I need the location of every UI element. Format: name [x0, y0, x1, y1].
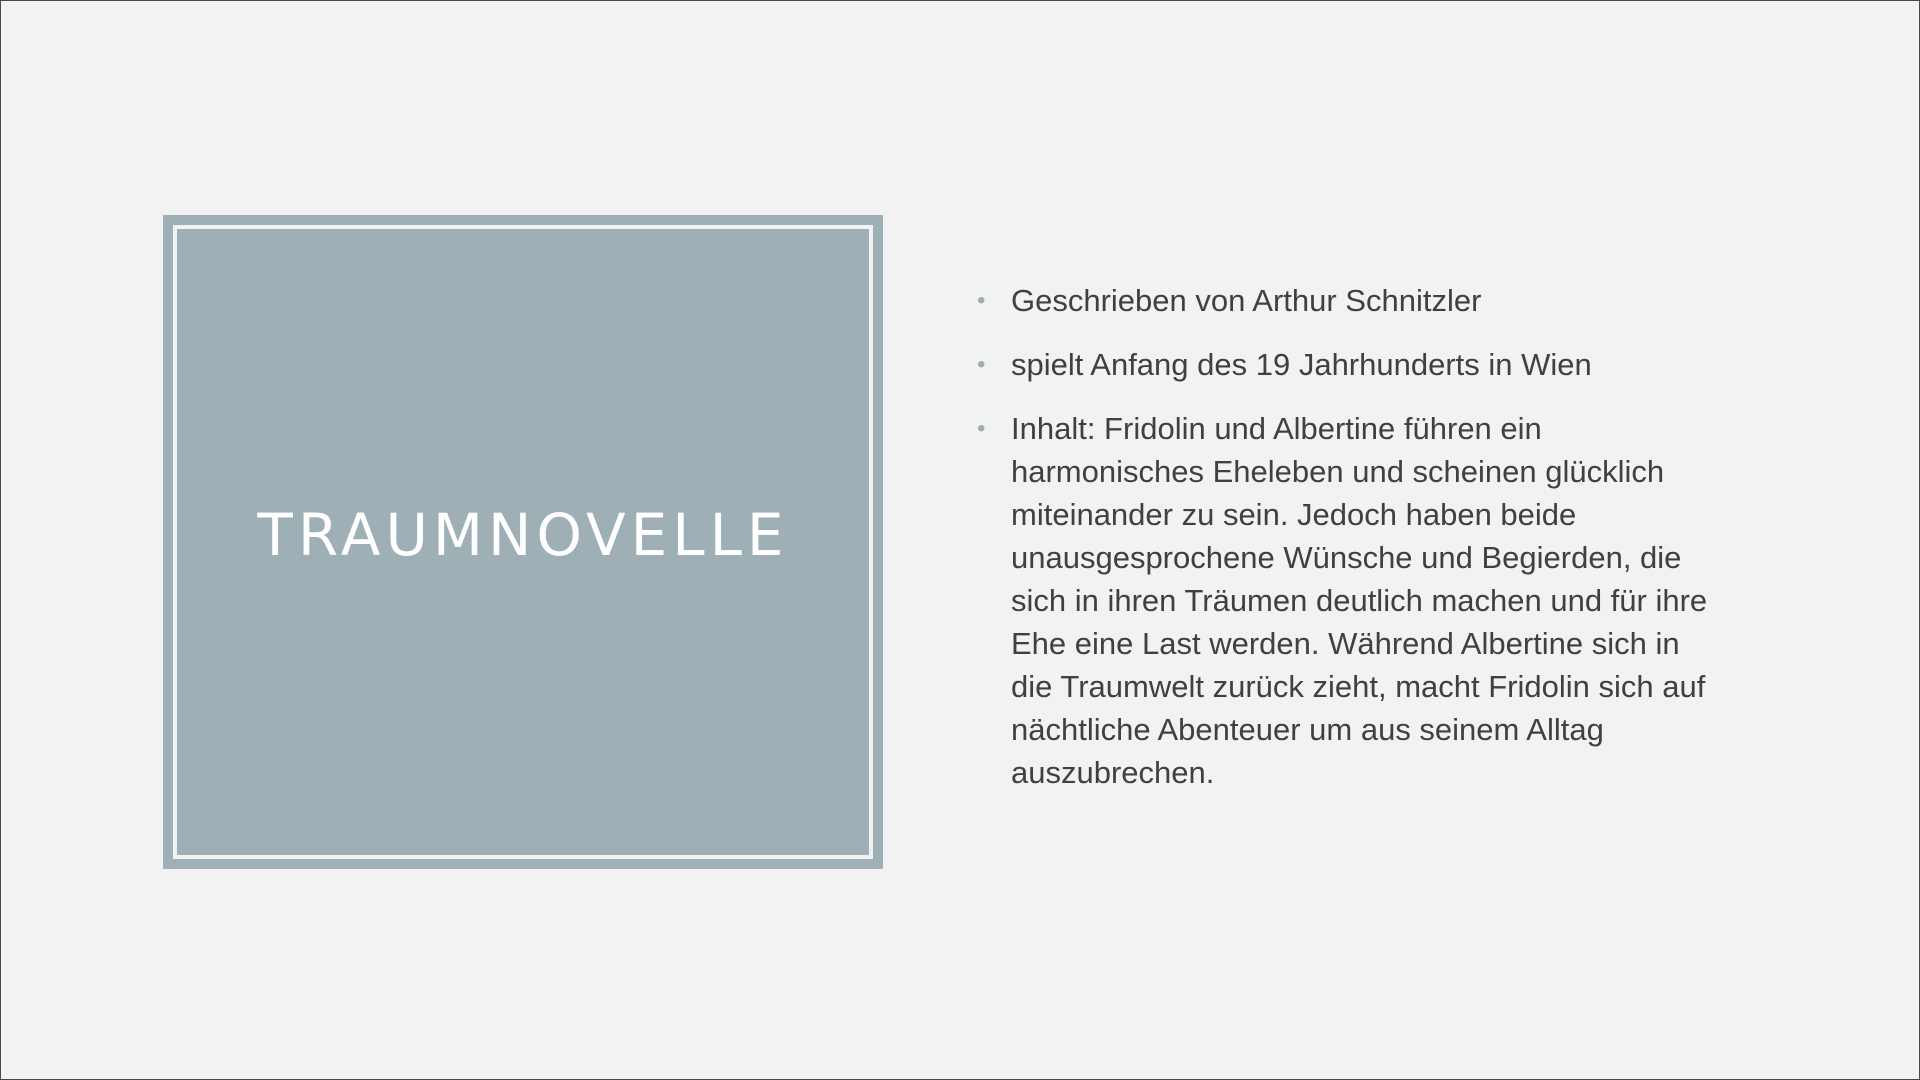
- bullet-item-setting: [971, 343, 1711, 386]
- title-box: [163, 215, 883, 869]
- content-area: [971, 279, 1711, 815]
- bullet-list: [971, 279, 1711, 794]
- bullet-dot-icon: •: [977, 351, 986, 378]
- bullet-text: Geschrieben von Arthur Schnitzler: [1011, 283, 1482, 318]
- bullet-text: spielt Anfang des 19 Jahrhunderts in Wien: [1011, 347, 1592, 382]
- bullet-item-content: [971, 407, 1711, 794]
- bullet-text: Inhalt: Fridolin und Albertine führen ein harmonisches Eheleben und scheinen glücklich miteinander zu sein. Jedoch haben beide unausgesprochene Wünsche und Begierden, die sich in ihren Träumen deutlich machen und für ihre Ehe eine Last werden. Während Albertine sich in die Traumwelt zurück zieht, macht Fridolin sich auf nächtliche Abenteuer um aus seinem Alltag auszubrechen.: [1011, 411, 1708, 790]
- slide-title: TRAUMNOVELLE: [257, 501, 789, 569]
- title-box-inner-border: [173, 225, 873, 859]
- bullet-dot-icon: •: [977, 287, 986, 314]
- bullet-item-author: [971, 279, 1711, 322]
- bullet-dot-icon: •: [977, 415, 986, 442]
